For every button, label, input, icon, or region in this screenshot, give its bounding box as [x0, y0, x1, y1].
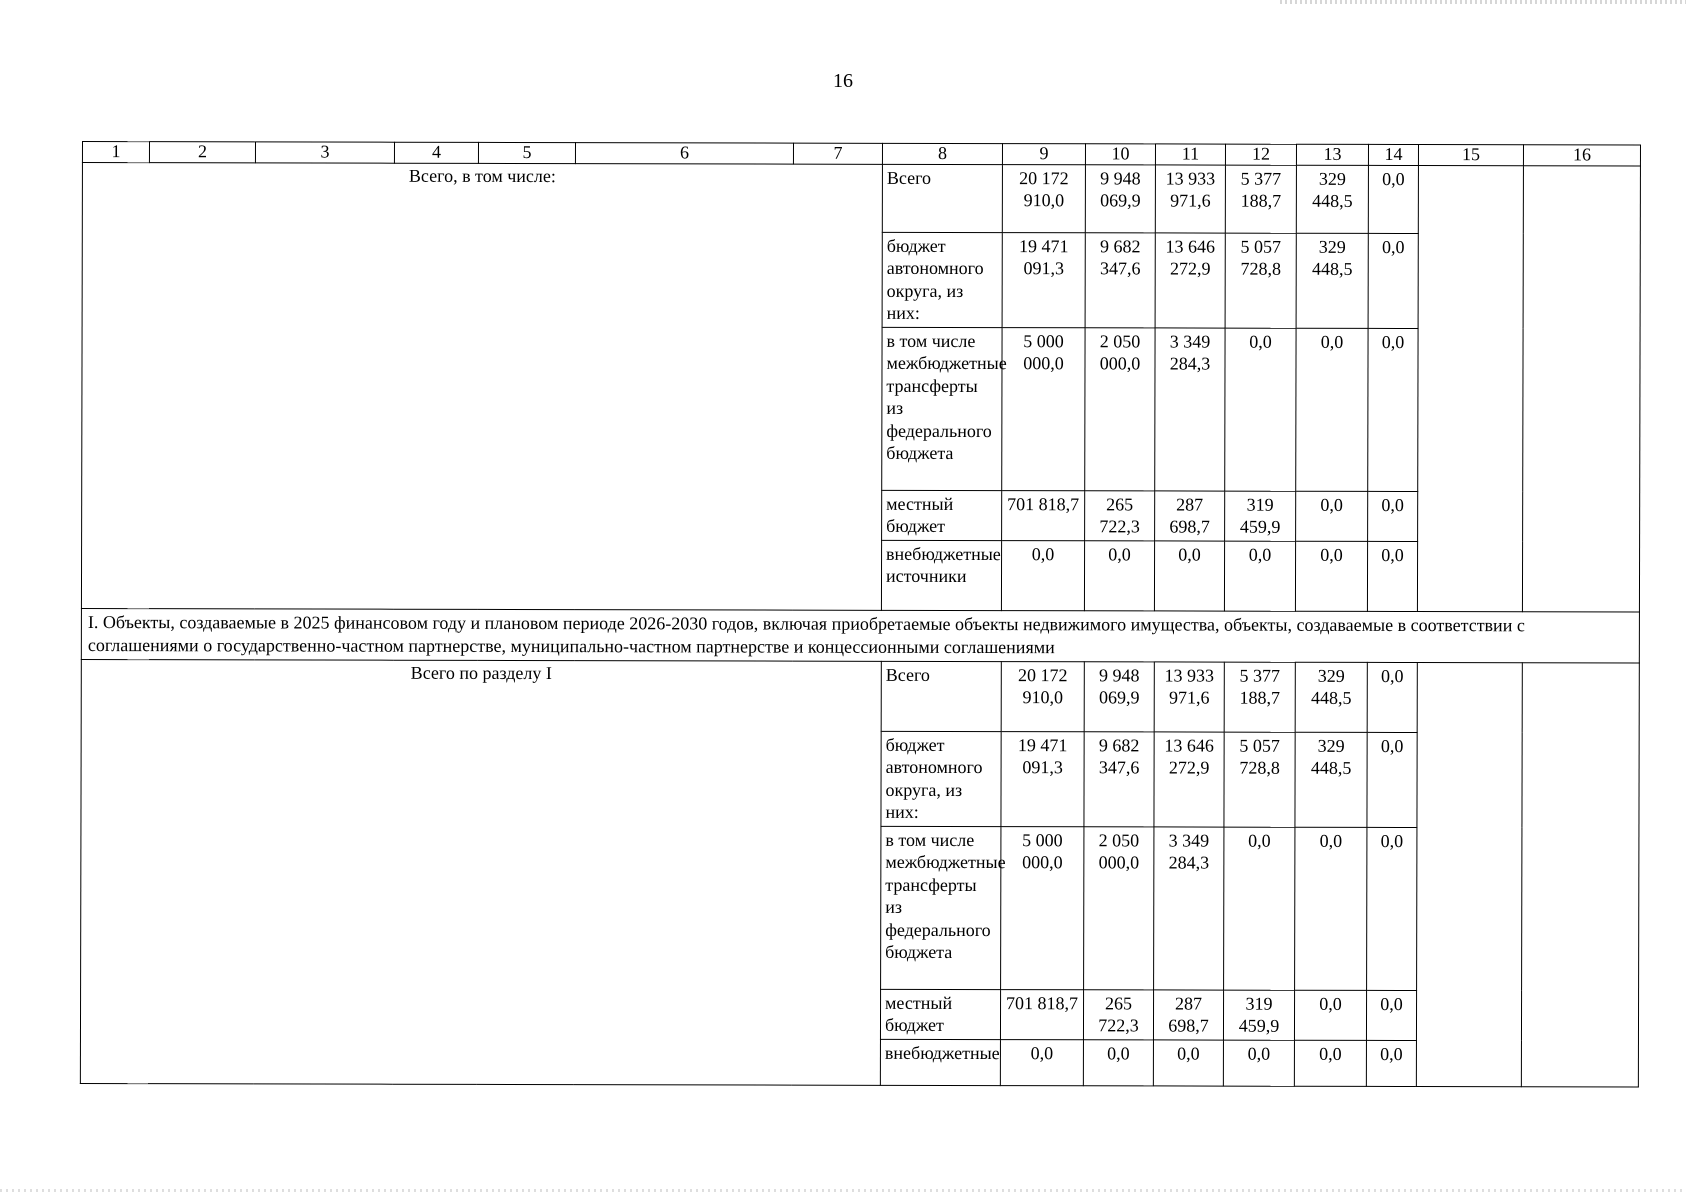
value-cell: 319 459,9 — [1225, 491, 1296, 541]
value-cell: 13 646 272,9 — [1154, 732, 1224, 827]
column-number: 4 — [394, 142, 478, 163]
value-cell: 19 471 091,3 — [1001, 731, 1084, 826]
value-cell: 0,0 — [1224, 827, 1295, 990]
value-cell: 20 172 910,0 — [1002, 164, 1085, 232]
value-cell: 701 818,7 — [1002, 490, 1085, 540]
value-cell: 3 349 284,3 — [1155, 328, 1225, 491]
column-number: 2 — [149, 142, 255, 163]
value-cell: 2 050 000,0 — [1084, 827, 1154, 990]
value-cell: 5 377 188,7 — [1224, 662, 1295, 732]
column-number: 5 — [478, 142, 575, 163]
funding-source: в том числе межбюджетные трансферты из федерального бюджета — [881, 826, 1001, 989]
funding-source: внебюджетные источники — [881, 540, 1001, 610]
value-cell: 0,0 — [1368, 233, 1418, 328]
funding-source: в том числе межбюджетные трансферты из федерального бюджета — [882, 327, 1002, 490]
column-16-cell — [1521, 663, 1639, 1087]
column-16-cell — [1522, 166, 1640, 612]
column-number: 15 — [1418, 145, 1523, 166]
value-cell: 287 698,7 — [1153, 990, 1223, 1040]
column-number: 7 — [793, 143, 882, 164]
value-cell: 13 933 971,6 — [1154, 662, 1224, 732]
value-cell: 0,0 — [1368, 328, 1418, 491]
budget-table — [80, 141, 1641, 1087]
value-cell: 0,0 — [1296, 328, 1368, 491]
value-cell: 0,0 — [1366, 1040, 1416, 1086]
total-label: Всего, в том числе: — [81, 162, 882, 610]
scan-edge-bottom — [0, 1189, 1686, 1192]
value-cell: 0,0 — [1294, 990, 1366, 1040]
value-cell: 0,0 — [1223, 1040, 1294, 1086]
value-cell: 701 818,7 — [1000, 989, 1083, 1039]
value-cell: 9 948 069,9 — [1084, 662, 1154, 732]
section-total-label: Всего по разделу I — [80, 659, 881, 1085]
funding-source: местный бюджет — [880, 989, 1000, 1039]
funding-source: местный бюджет — [882, 490, 1002, 540]
value-cell: 20 172 910,0 — [1001, 661, 1084, 731]
column-15-cell — [1416, 662, 1522, 1086]
value-cell: 0,0 — [1368, 491, 1418, 541]
value-cell: 0,0 — [1153, 1040, 1223, 1086]
value-cell: 0,0 — [1295, 827, 1367, 990]
section-title: I. Объекты, создаваемые в 2025 финансовом году и плановом периоде 2026-2030 годов, включая приобретаемые объекты недвижимого имущества, объекты, создаваемые в соответствии с соглашениями о государственно-частном партнерстве, муниципально-частном партнерстве и концессионными соглашениями — [81, 608, 1639, 663]
column-number: 8 — [882, 143, 1002, 164]
value-cell: 5 057 728,8 — [1224, 732, 1295, 827]
column-number: 1 — [82, 142, 149, 163]
value-cell: 0,0 — [1225, 328, 1296, 491]
funding-source: бюджет автономного округа, из них: — [881, 731, 1001, 826]
value-cell: 0,0 — [1000, 1039, 1083, 1085]
column-number: 12 — [1225, 144, 1296, 165]
value-cell: 265 722,3 — [1085, 491, 1155, 541]
value-cell: 0,0 — [1296, 491, 1368, 541]
value-cell: 13 646 272,9 — [1155, 233, 1225, 328]
value-cell: 0,0 — [1368, 165, 1418, 233]
value-cell: 2 050 000,0 — [1085, 328, 1155, 491]
value-cell: 329 448,5 — [1295, 732, 1367, 827]
value-cell: 287 698,7 — [1155, 491, 1225, 541]
value-cell: 5 000 000,0 — [1002, 327, 1085, 490]
value-cell: 329 448,5 — [1296, 233, 1368, 328]
value-cell: 319 459,9 — [1223, 990, 1294, 1040]
value-cell: 0,0 — [1295, 541, 1367, 611]
value-cell: 0,0 — [1367, 732, 1417, 827]
value-cell: 19 471 091,3 — [1002, 232, 1085, 327]
funding-source: бюджет автономного округа, из них: — [882, 232, 1002, 327]
column-15-cell — [1417, 165, 1523, 611]
column-number: 14 — [1368, 144, 1418, 165]
value-cell: 0,0 — [1366, 990, 1416, 1040]
table-row — [81, 659, 1639, 733]
value-cell: 0,0 — [1294, 1040, 1366, 1086]
value-cell: 0,0 — [1084, 541, 1154, 611]
value-cell: 329 448,5 — [1295, 662, 1367, 732]
value-cell: 0,0 — [1083, 1040, 1153, 1086]
page-number: 16 — [833, 70, 853, 92]
funding-source: Всего — [882, 164, 1002, 232]
column-number: 10 — [1085, 144, 1155, 165]
column-number: 6 — [575, 143, 793, 164]
funding-source: внебюджетные — [880, 1039, 1000, 1085]
value-cell: 9 682 347,6 — [1084, 732, 1154, 827]
value-cell: 265 722,3 — [1083, 990, 1153, 1040]
value-cell: 5 377 188,7 — [1225, 165, 1296, 233]
column-number: 11 — [1155, 144, 1225, 165]
value-cell: 9 948 069,9 — [1085, 165, 1155, 233]
column-number: 13 — [1296, 144, 1368, 165]
value-cell: 13 933 971,6 — [1155, 165, 1225, 233]
value-cell: 0,0 — [1001, 540, 1084, 610]
value-cell: 5 000 000,0 — [1001, 826, 1084, 989]
column-number: 9 — [1002, 144, 1085, 165]
scan-edge-top — [1280, 0, 1686, 4]
value-cell: 0,0 — [1367, 541, 1417, 611]
value-cell: 0,0 — [1367, 827, 1417, 990]
funding-source: Всего — [881, 661, 1001, 731]
section-row — [81, 608, 1639, 663]
value-cell: 9 682 347,6 — [1085, 233, 1155, 328]
value-cell: 5 057 728,8 — [1225, 233, 1296, 328]
column-number: 3 — [255, 142, 394, 163]
value-cell: 0,0 — [1154, 541, 1224, 611]
column-number: 16 — [1523, 145, 1640, 166]
value-cell: 329 448,5 — [1296, 165, 1368, 233]
value-cell: 0,0 — [1224, 541, 1295, 611]
value-cell: 0,0 — [1367, 662, 1417, 732]
table-row — [82, 162, 1640, 234]
value-cell: 3 349 284,3 — [1154, 827, 1224, 990]
